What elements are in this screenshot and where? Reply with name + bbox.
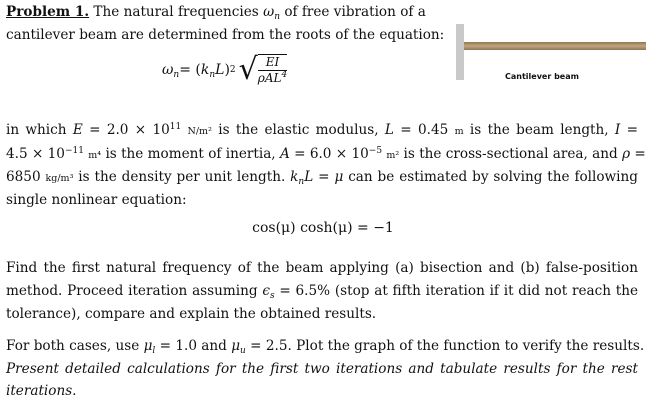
params-line-4: single nonlinear equation: bbox=[6, 192, 187, 208]
formula-eq: = ( bbox=[179, 62, 201, 78]
final-italic-1: Present detailed calculations for the first two iterations and tabulate results for the rest bbox=[6, 361, 638, 377]
params-line-2: $4.5 \times 10^{-11}$ m⁴ is the moment of inertia, $A = 6.0 \times 10^{-5}$ m² is the cross-sectional area, and ρ = bbox=[6, 146, 646, 162]
formula-omega: $\omega_n$ bbox=[162, 62, 180, 80]
intro-text-a: The natural frequencies bbox=[93, 4, 259, 20]
task-line-2: method. Proceed iteration assuming $\epsilon_s = 6.5\%$ (stop at fifth iteration if it did not reach the bbox=[6, 283, 638, 301]
formula-sqrt bbox=[239, 54, 288, 86]
formula-k: $k_nL$ bbox=[200, 62, 225, 80]
formula-fraction bbox=[258, 54, 287, 86]
task-line-1: Find the first natural frequency of the beam applying (a) bisection and (b) false-position bbox=[6, 260, 638, 276]
final-italic-2: iterations. bbox=[6, 383, 77, 399]
omega-symbol: $\omega_n$ bbox=[263, 4, 280, 22]
params-line-1: in which $E = 2.0 \times 10^{11}$ N/m² is the elastic modulus, L = 0.45 m is the beam length, I = bbox=[6, 122, 639, 138]
beam-bar bbox=[464, 42, 646, 50]
formula-close-paren: ) bbox=[224, 62, 230, 78]
problem-title: Problem 1. bbox=[6, 4, 90, 20]
formula-numerator: EI bbox=[258, 55, 287, 71]
intro-line-1 bbox=[6, 2, 438, 22]
figure-label: Cantilever beam bbox=[505, 72, 579, 81]
intro-line-2: cantilever beam are determined from the roots of the equation: bbox=[6, 27, 445, 43]
intro-text-b: of free vibration of a bbox=[284, 4, 426, 20]
radical-sign: √ bbox=[238, 52, 258, 87]
final-line-1: For both cases, use $\mu_l = 1.0$ and $\mu_u = 2.5$. Plot the graph of the function to verify the results. bbox=[6, 338, 645, 356]
formula-denominator: ρAL$^4$ bbox=[257, 70, 288, 85]
nonlinear-equation: cos(μ) cosh(μ) = −1 bbox=[252, 220, 394, 236]
frequency-formula: $\omega_n$ = ( $k_nL$ ) 2 √ $\frac{EI}{\rho AL^4}$ bbox=[162, 52, 288, 87]
params-line-3: 6850 kg/m³ is the density per unit length. $k_nL = \mu$ can be estimated by solving the following bbox=[6, 169, 638, 187]
task-line-3: tolerance), compare and explain the obtained results. bbox=[6, 306, 377, 322]
beam-wall bbox=[456, 24, 464, 80]
